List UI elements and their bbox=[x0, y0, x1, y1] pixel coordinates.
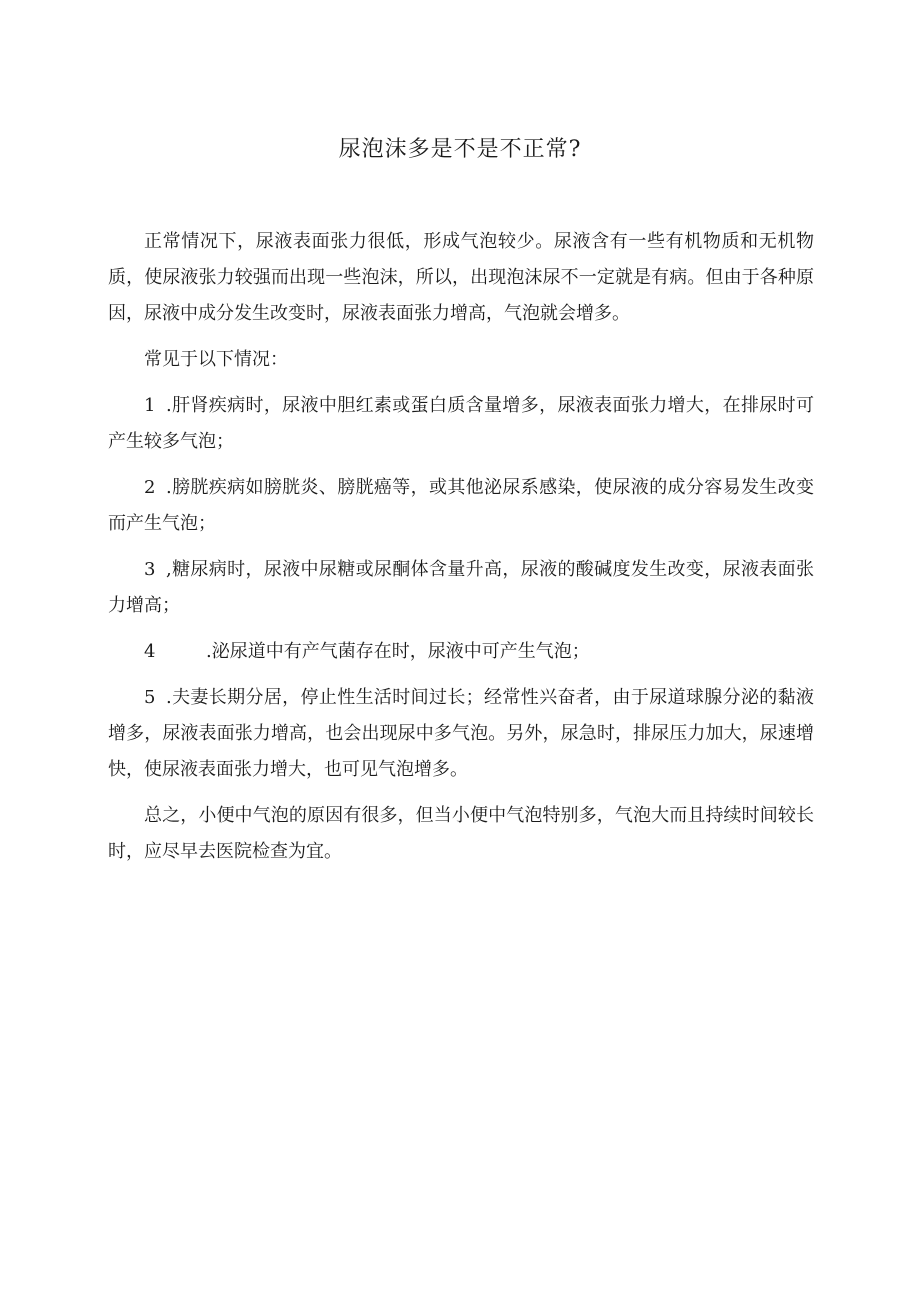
list-item-text: ,糖尿病时，尿液中尿糖或尿酮体含量升高，尿液的酸碱度发生改变，尿液表面张力增高； bbox=[108, 559, 814, 616]
page-title: 尿泡沫多是不是不正常? bbox=[338, 137, 582, 162]
list-item-2 bbox=[108, 470, 814, 542]
list-item-number: 1 bbox=[144, 395, 156, 416]
intro-paragraph: 正常情况下，尿液表面张力很低，形成气泡较少。尿液含有一些有机物质和无机物质，使尿液张力较强而出现一些泡沫，所以，出现泡沫尿不一定就是有病。但由于各种原因，尿液中成分发生改变时，尿液表面张力增高，气泡就会增多。 bbox=[108, 231, 814, 324]
list-item-number: 5 bbox=[144, 687, 156, 708]
document-body bbox=[108, 224, 814, 880]
list-item-text: .肝肾疾病时，尿液中胆红素或蛋白质含量增多，尿液表面张力增大，在排尿时可产生较多气泡； bbox=[108, 395, 814, 452]
lead-paragraph: 常见于以下情况： bbox=[144, 349, 288, 370]
list-item-text: .泌尿道中有产气菌存在时，尿液中可产生气泡； bbox=[206, 641, 590, 662]
list-item-number: 4 bbox=[144, 641, 156, 662]
list-item-text: .膀胱疾病如膀胱炎、膀胱癌等，或其他泌尿系感染，使尿液的成分容易发生改变而产生气泡； bbox=[108, 477, 814, 534]
list-item-4 bbox=[108, 634, 814, 670]
conclusion-paragraph: 总之，小便中气泡的原因有很多，但当小便中气泡特别多，气泡大而且持续时间较长时，应尽早去医院检查为宜。 bbox=[108, 805, 814, 862]
list-item-5 bbox=[108, 680, 814, 788]
list-item-number: 3 bbox=[144, 559, 156, 580]
list-item-number: 2 bbox=[144, 477, 156, 498]
list-item-1 bbox=[108, 388, 814, 460]
list-item-3 bbox=[108, 552, 814, 624]
list-item-text: .夫妻长期分居，停止性生活时间过长；经常性兴奋者，由于尿道球腺分泌的黏液增多，尿液表面张力增高，也会出现尿中多气泡。另外，尿急时，排尿压力加大，尿速增快，使尿液表面张力增大，也可见气泡增多。 bbox=[108, 687, 814, 780]
